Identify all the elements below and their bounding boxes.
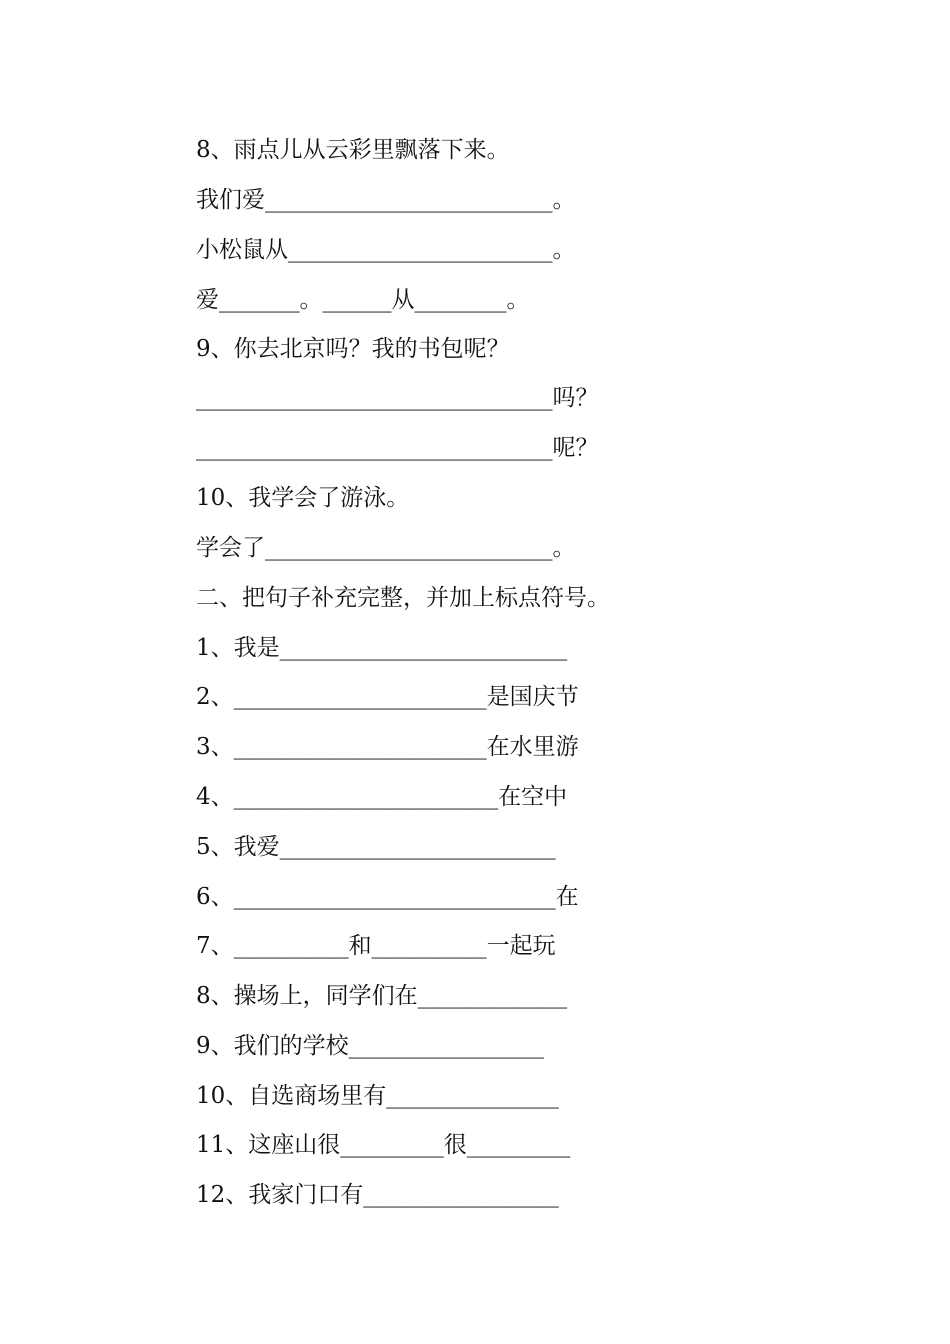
question-10-line-1: 学会了_________________________。 bbox=[196, 535, 576, 561]
sentence-item-9: 9、我们的学校_________________ bbox=[196, 1033, 545, 1059]
sentence-item-6: 6、____________________________在 bbox=[196, 884, 579, 910]
sentence-item-7: 7、__________和__________一起玩 bbox=[196, 933, 556, 959]
question-9-line-1: _______________________________吗？ bbox=[196, 385, 599, 411]
question-10-heading: 10、我学会了游泳。 bbox=[196, 485, 410, 511]
sentence-item-8: 8、操场上，同学们在_____________ bbox=[196, 983, 568, 1009]
question-8-line-3: 爱_______。______从________。 bbox=[196, 287, 530, 313]
question-9-heading: 9、你去北京吗？我的书包呢？ bbox=[196, 336, 510, 362]
sentence-item-11: 11、这座山很_________很_________ bbox=[196, 1132, 571, 1158]
question-9-line-2: _______________________________呢？ bbox=[196, 435, 599, 461]
sentence-item-5: 5、我爱________________________ bbox=[196, 834, 556, 860]
sentence-item-3: 3、______________________在水里游 bbox=[196, 734, 579, 760]
question-8-line-2: 小松鼠从_______________________。 bbox=[196, 237, 576, 263]
sentence-item-2: 2、______________________是国庆节 bbox=[196, 684, 579, 710]
sentence-item-10: 10、自选商场里有_______________ bbox=[196, 1083, 559, 1109]
sentence-item-12: 12、我家门口有_________________ bbox=[196, 1182, 559, 1208]
sentence-item-1: 1、我是_________________________ bbox=[196, 635, 568, 661]
question-8-heading: 8、雨点儿从云彩里飘落下来。 bbox=[196, 137, 510, 163]
question-8-line-1: 我们爱_________________________。 bbox=[196, 187, 576, 213]
section-2-heading: 二、把句子补充完整，并加上标点符号。 bbox=[196, 585, 610, 611]
sentence-item-4: 4、_______________________在空中 bbox=[196, 784, 568, 810]
